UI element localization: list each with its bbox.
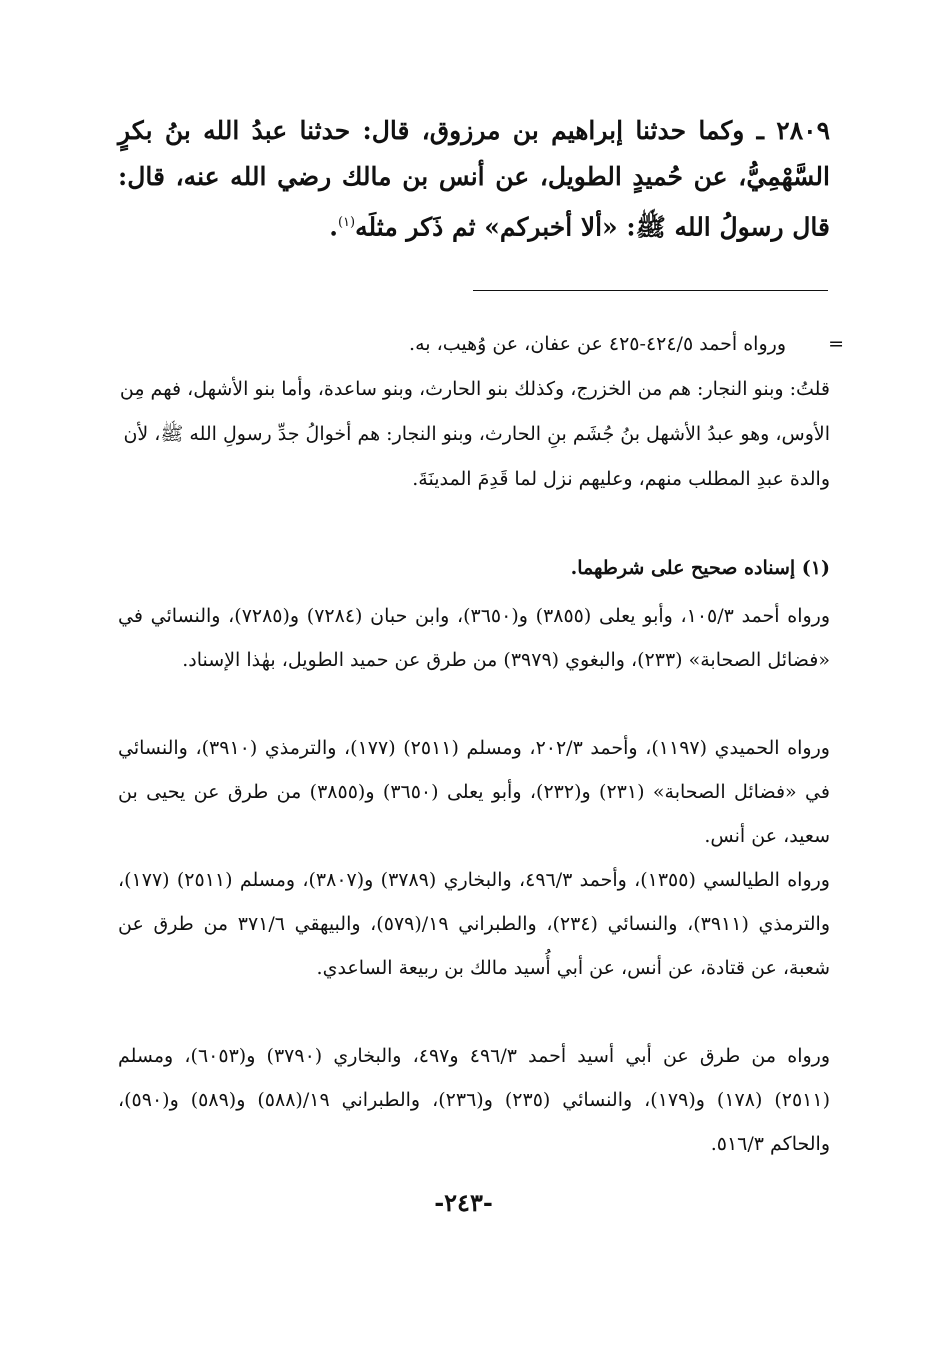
footnote-divider — [473, 290, 828, 291]
footnote-continuation — [118, 322, 844, 502]
hadith-body: ٢٨٠٩ ـ وكما حدثنا إبراهيم بن مرزوق، قال: حدثنا عبدُ الله بنُ بكرٍ السَّهْمِيُّ، عن حُميدٍ الطويل، عن أنس بن مالك رضي الله عنه، قال: قال رسولُ الله ﷺ: «ألا أخبركم» ثم ذَكر مثلَه — [118, 116, 830, 242]
footnote-paragraph-4: ورواه من طرق عن أبي أسيد أحمد ٤٩٦/٣ و٤٩٧، والبخاري (٣٧٩٠) و(٦٠٥٣)، ومسلم (٢٥١١) (١٧٨) و(١٧٩)، والنسائي (٢٣٥) و(٢٣٦)، والطبراني ١٩/(٥٨٨) و(٥٨٩) و(٥٩٠)، والحاكم ٥١٦/٣. — [118, 1045, 831, 1155]
continuation-mark: = — [828, 333, 844, 355]
footnote-1: (١) إسناده صحيح على شرطهما. — [570, 557, 830, 579]
hadith-text — [118, 108, 830, 250]
continuation-comment: قلتُ: وبنو النجار: هم من الخزرج، وكذلك بنو الحارث، وبنو ساعدة، وأما بنو الأشهل، فهم مِن الأوس، وهو عبدُ الأشهل بنُ جُشَم بنِ الحارث، وبنو النجار: هم أخوالُ جدِّ رسولِ الله ﷺ، لأن والدة عبدِ المطلب منهم، وعليهم نزل لما قَدِمَ المدينَةَ. — [119, 378, 830, 490]
footnote-paragraph-2: ورواه الحميدي (١١٩٧)، وأحمد ٢٠٢/٣، ومسلم (٢٥١١) (١٧٧)، والترمذي (٣٩١٠)، والنسائي في «فضائل الصحابة» (٢٣١) و(٢٣٢)، وأبو يعلى (٣٦٥٠) و(٣٨٥٥) من طرق عن يحيى بن سعيد، عن أنس. — [118, 737, 830, 847]
page-number: -٢٤٣- — [434, 1188, 493, 1217]
hadith-end: . — [329, 212, 338, 242]
footnote-marker: (١) — [337, 215, 356, 230]
footnote-paragraph-3: ورواه الطيالسي (١٣٥٥)، وأحمد ٤٩٦/٣، والبخاري (٣٧٨٩) و(٣٨٠٧)، ومسلم (٢٥١١) (١٧٧)، والترمذي (٣٩١١)، والنسائي (٢٣٤)، والطبراني ١٩/(٥٧٩)، والبيهقي ٣٧١/٦ من طرق عن شعبة، عن قتادة، عن أنس، عن أبي أُسيد مالك بن ربيعة الساعدي. — [118, 869, 830, 979]
continuation-first-line: ورواه أحمد ٤٢٤/٥-٤٢٥ عن عفان، عن وُهيب، به. — [409, 333, 786, 355]
footnote-paragraph-1: ورواه أحمد ١٠٥/٣، وأبو يعلى (٣٨٥٥) و(٣٦٥٠)، وابن حبان (٧٢٨٤) و(٧٢٨٥)، والنسائي في «فضائل الصحابة» (٢٣٣)، والبغوي (٣٩٧٩) من طرق عن حميد الطويل، بهٰذا الإسناد. — [118, 605, 830, 671]
